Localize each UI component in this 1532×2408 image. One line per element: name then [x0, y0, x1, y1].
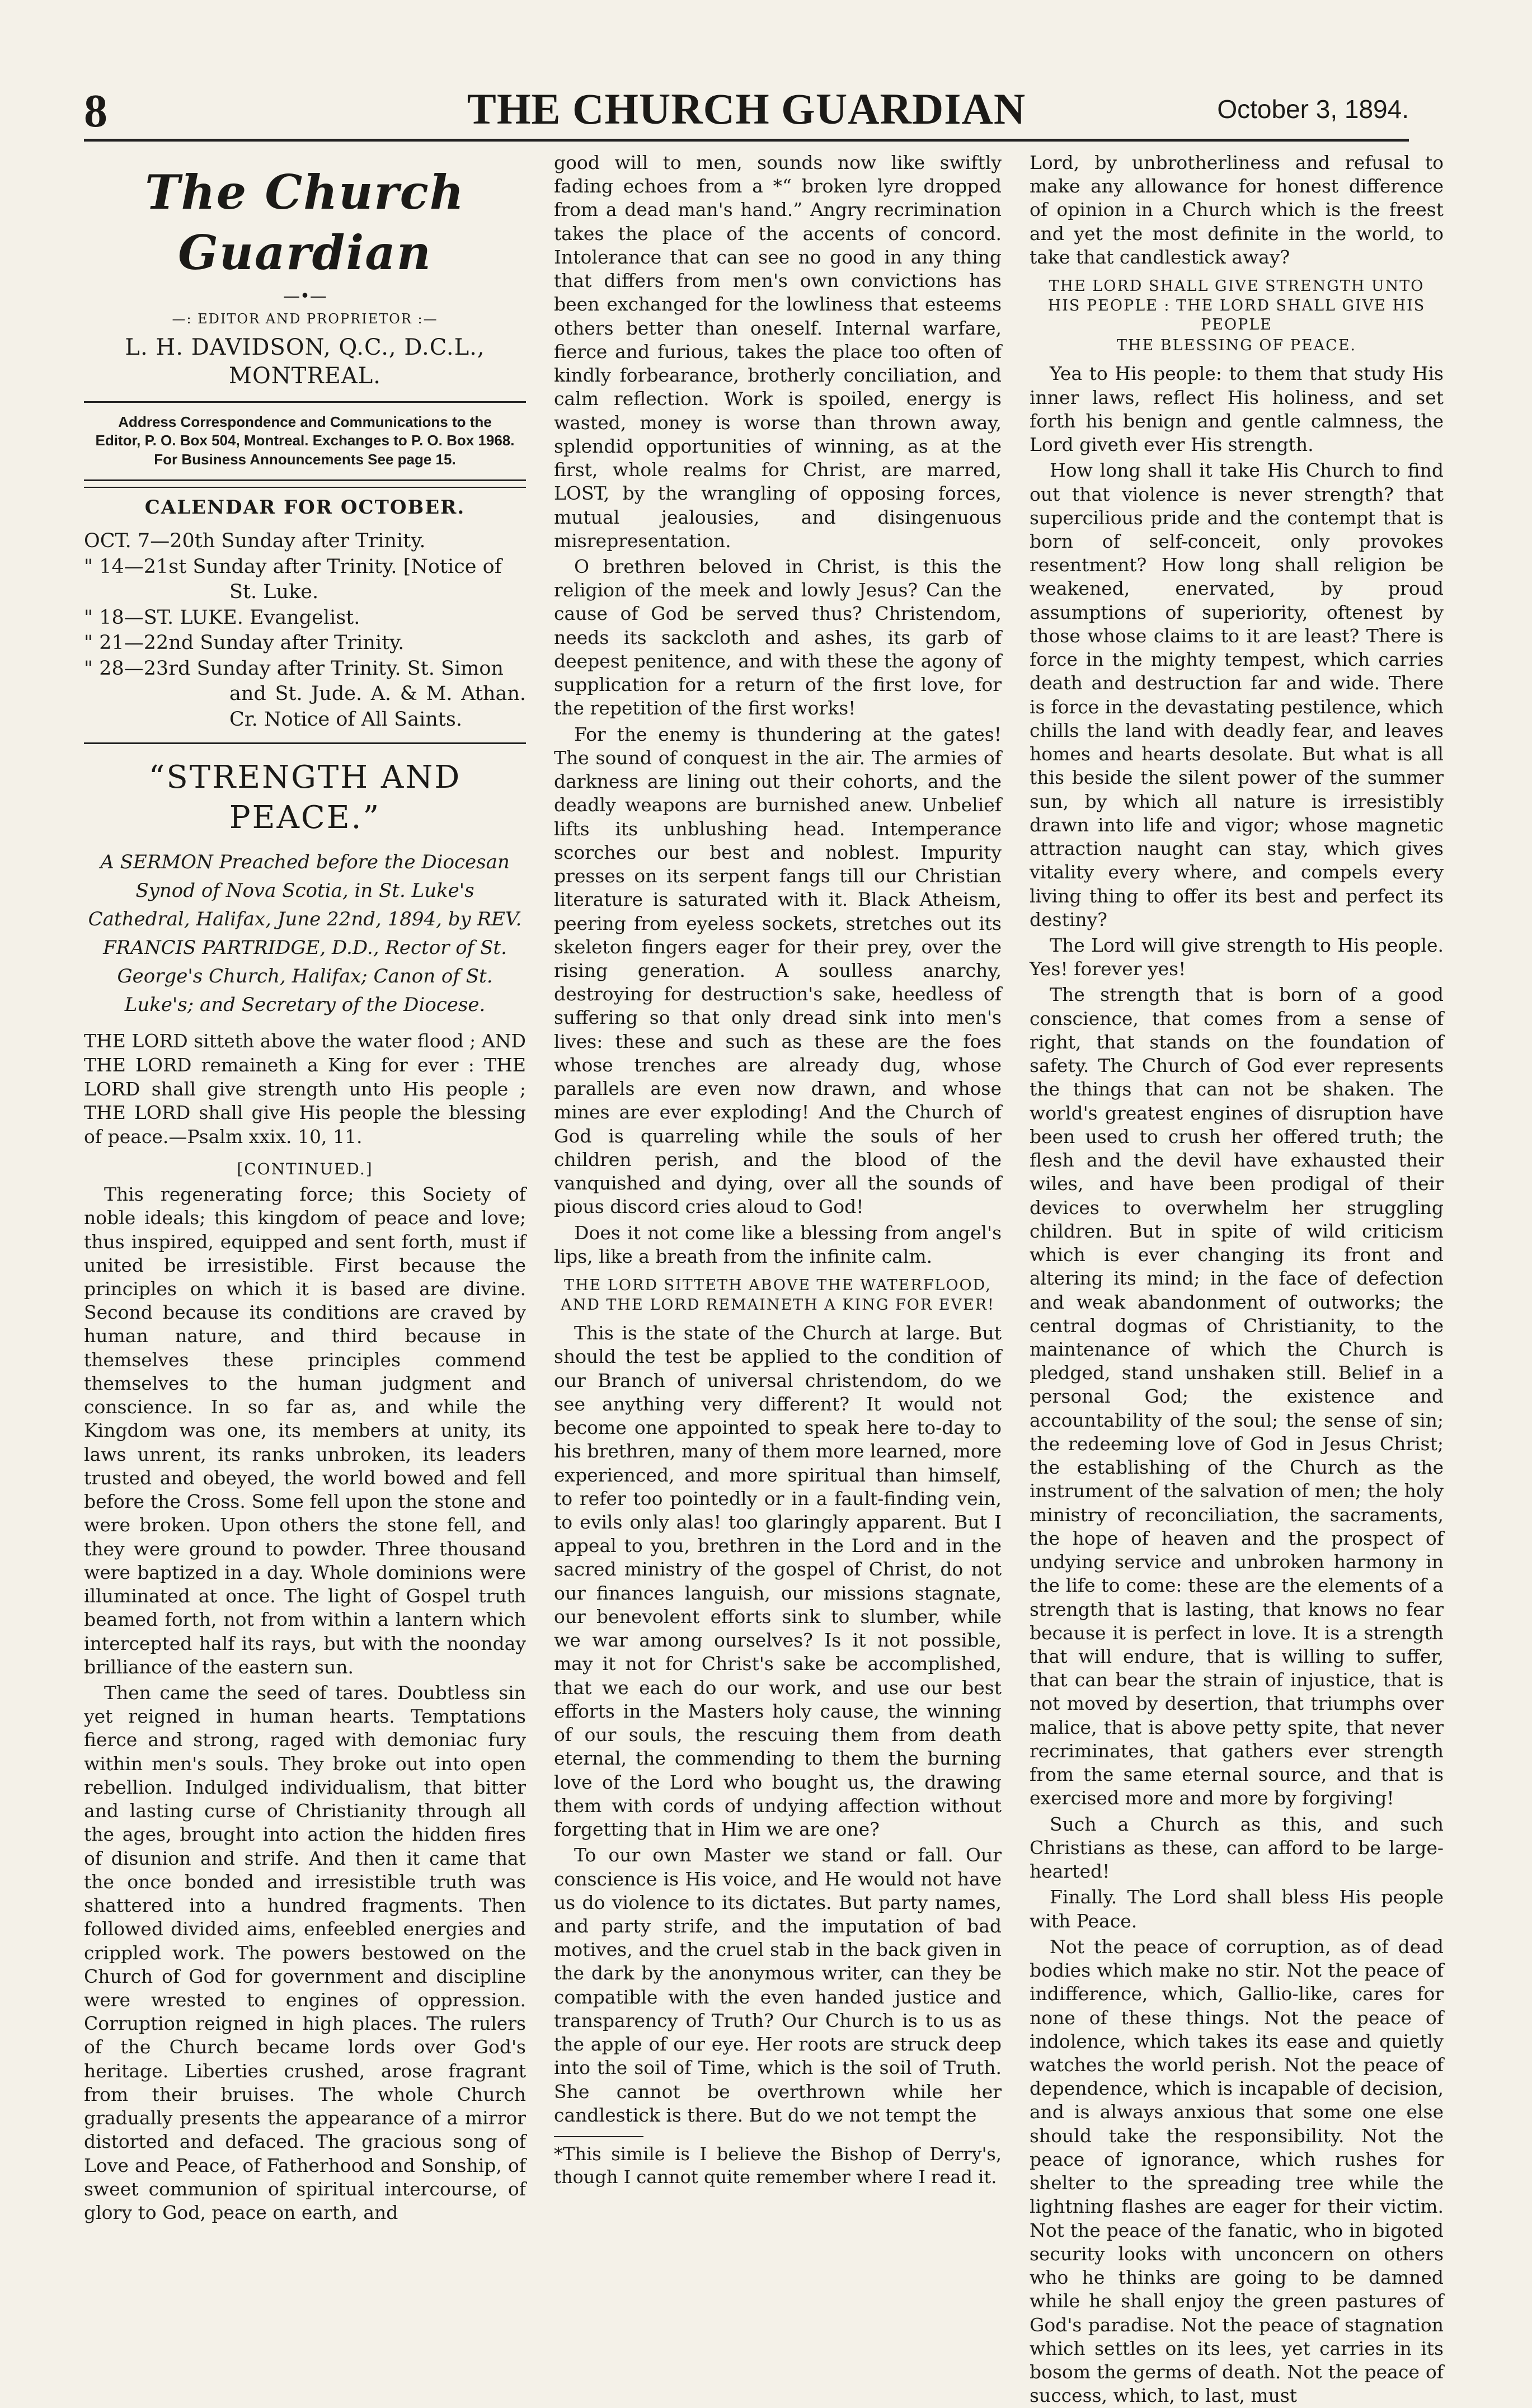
paragraph: O brethren beloved in Christ, is this the religion of the meek and lowly Jesus? Can the cause of God be served thus? Christendom, needs its sackcloth and ashes, its garb of deepest penitence, and with these the agony of supplication for a return of the first love, for the repetition of the first works!: [554, 555, 1002, 719]
divider: [84, 742, 526, 744]
divider: [84, 479, 526, 481]
address-notice: Address Correspondence and Communications to the Editor, P. O. Box 504, Montreal. Exchanges to P. O. Box 1968. For Business Announcements See page 15.: [95, 413, 515, 468]
page-number: 8: [84, 85, 107, 137]
paragraph: This regenerating force; this Society of noble ideals; this kingdom of peace and love; thus inspired, equipped and sent forth, must if united be irresistible. First because the principles on which it is based are divine. Second because its conditions are craved by human nature, and third because in themselves these principles commend themselves to the human judgment and conscience. In so far as, and while the Kingdom was one, its members at unity, its laws unrent, its ranks unbroken, its leaders trusted and obeyed, the world bowed and fell before the Cross. Some fell upon the stone and were broken. Upon others the stone fell, and they were ground to powder. Three thousand were baptized in a day. Whole dominions were illuminated at once. The light of Gospel truth beamed forth, not from within a lantern which intercepted half its rays, but with the noonday brilliance of the eastern sun.: [84, 1183, 526, 1678]
paragraph: Finally. The Lord shall bless His people with Peace.: [1030, 1886, 1444, 1932]
paragraph: Not the peace of corruption, as of dead bodies which make no stir. Not the peace of indifference, which, Gallio-like, cares for none of these things. Not the peace of indolence, which takes its ease and quietly watches the world perish. Not the peace of dependence, which is incapable of decision, and is always anxious that some one else should take the responsibility. Not the peace of ignorance, which rushes for shelter to the spreading tree while the lightning flashes are eager for their victim. Not the peace of the fanatic, who in bigoted security looks with unconcern on others who he thinks are going to be damned while he shall enjoy the green pastures of God's paradise. Not the peace of stagnation which settles on its lees, yet carries in its bosom the germs of death. Not the peace of success, which, to last, must: [1030, 1935, 1444, 2407]
paragraph: Then came the seed of tares. Doubtless sin yet reigned in human hearts. Temptations fierce and strong, raged with demoniac fury within men's souls. They broke out into open rebellion. Indulged individualism, that bitter and lasting curse of Christianity through all the ages, brought into action the hidden fires of disunion and strife. And then it came that the once bonded and irresistible truth was shattered into a hundred fragments. Then followed divided aims, enfeebled energies and crippled work. The powers bestowed on the Church of God for government and discipline were wrested to engines of oppression. Corruption reigned in high places. The rulers of the Church became lords over God's heritage. Liberties crushed, arose fragrant from their bruises. The whole Church gradually presents the appearance of a mirror distorted and defaced. The gracious song of Love and Peace, of Fatherhood and Sonship, of sweet communion of spiritual intercourse, of glory to God, peace on earth, and: [84, 1681, 526, 2224]
paragraph: For the enemy is thundering at the gates! The sound of conquest in the air. The armies of darkness are lining out their cohorts, and the deadly weapons are burnished anew. Unbelief lifts its unblushing head. Intemperance scorches our best and noblest. Impurity presses on its serpent fangs till our Christian literature is saturated with it. Black Atheism, peering from eyeless sockets, stretches out its skeleton fingers eager for their prey, over the rising generation. A soulless anarchy, destroying for destruction's sake, heedless of suffering so that only dread sink into men's lives: these and such as these are the foes whose trenches are already dug, whose parallels are even now drawn, and whose mines are ever exploding! And the Church of God is quarreling while the souls of her children perish, and the blood of the vanquished and dying, over all the sounds of pious discord cries aloud to God!: [554, 723, 1002, 1218]
paragraph: How long shall it take His Church to find out that violence is never strength? that supercilious pride and the contempt that is born of self-conceit, only provokes resentment? How long shall religion be weakened, enervated, by proud assumptions of superiority, oftenest by those whose claims to it are least? There is force in the mighty tempest, which carries death and destruction far and wide. There is force in the devastating pestilence, which chills the land with deadly fear, and leaves homes and hearts desolate. But what is all this beside the silent power of the summer sun, by which all nature is irresistibly drawn into life and vigor; whose magnetic attraction naught can stay, which gives vitality every where, and compels every living thing to offer its best and perfect its destiny?: [1030, 459, 1444, 930]
calendar-row: " 18—ST. LUKE. Evangelist.: [84, 606, 360, 629]
divider: [84, 487, 526, 488]
calendar-row: " 14—21st Sunday after Trinity. [Notice of St. Luke.: [84, 555, 502, 604]
footnote-rule: [554, 2136, 643, 2137]
paragraph: Yea to His people: to them that study His inner laws, reflect His holiness, and set forth his benign and gentle calmness, the Lord giveth ever His strength.: [1030, 363, 1444, 456]
paragraph: This is the state of the Church at large. But should the test be applied to the condition of our Branch of universal christendom, do we see anything very different? It would not become one appointed to speak here to-day to his brethren, many of them more learned, more experienced, and more spiritual than himself, to refer too pointedly or in a fault-finding vein, to evils only alas! too glaringly apparent. But I appeal to you, brethren in the Lord and in the sacred ministry of the gospel of Christ, do not our finances languish, our missions stagnate, our benevolent efforts sink to slumber, while we war among ourselves? Is it not possible, may it not for Christ's sake be accomplished, that we each do our work, and use our best efforts in the Masters holy cause, the winning of our souls, the rescuing them from death eternal, the commending to them the burning love of the Lord who bought us, the drawing them with cords of undying affection without forgetting that in Him we are one?: [554, 1322, 1002, 1841]
paragraph: Such a Church as this, and such Christians as these, can afford to be large-hearted!: [1030, 1813, 1444, 1883]
editor-label: —: EDITOR AND PROPRIETOR :—: [172, 311, 438, 327]
paragraph: The Lord will give strength to His people. Yes! forever yes!: [1030, 934, 1444, 980]
calendar-row: " 21—22nd Sunday after Trinity.: [84, 632, 405, 655]
calendar-row: " 28—23rd Sunday after Trinity. St. Simon and St. Jude. A. & M. Athan. Cr. Notice of All Saints.: [84, 657, 526, 731]
nameplate: The Church Guardian: [145, 164, 465, 280]
calendar-row: OCT. 7—20th Sunday after Trinity.: [84, 530, 426, 553]
psalm-epigraph: THE LORD sitteth above the water flood ; AND THE LORD remaineth a King for ever : THE LORD shall give strength unto His people ; THE LORD shall give His people the blessing of peace.—Psalm xxix. 10, 11.: [84, 1029, 526, 1148]
footnote: *This simile is I believe the Bishop of Derry's, though I cannot quite remember where I read it.: [554, 2143, 1002, 2188]
divider: [84, 401, 526, 403]
sermon-subtitle: A SERMON Preached before the Diocesan Synod of Nova Scotia, in St. Luke's Cathedral, Halifax, June 22nd, 1894, by REV. FRANCIS PARTRIDGE, D.D., Rector of St. George's Church, Halifax; Canon of St. Luke's; and Secretary of the Diocese.: [88, 850, 522, 1016]
editor-name: L. H. DAVIDSON, Q.C., D.C.L., MONTREAL.: [125, 335, 485, 389]
newspaper-title: THE CHURCH GUARDIAN: [467, 84, 1026, 133]
calendar-list: [84, 529, 526, 732]
paragraph: Lord, by unbrotherliness and refusal to make any allowance for honest difference of opinion in a Church which is the freest and yet the most definite in the world, to take that candlestick away?: [1030, 152, 1444, 268]
paragraph: To our own Master we stand or fall. Our conscience is His voice, and He would not have us do violence to its dictates. But party names, and party strife, and the imputation of bad motives, and the cruel stab in the back given in the dark by the anonymous writer, can they be compatible with the even handed justice and transparency of Truth? Our Church is to us as the apple of our eye. Her roots are struck deep into the soil of Time, which is the soil of Truth. She cannot be overthrown while her candlestick is there. But do we not tempt the: [554, 1844, 1002, 2126]
issue-date: October 3, 1894.: [1217, 95, 1409, 124]
paragraph: Does it not come like a blessing from angel's lips, like a breath from the infinite calm.: [554, 1221, 1002, 1267]
masthead-rule: [84, 139, 1409, 142]
section-heading: THE BLESSING OF PEACE.: [1116, 336, 1357, 354]
calendar-title: CALENDAR FOR OCTOBER.: [144, 496, 466, 519]
paragraph: good will to men, sounds now like swiftly fading echoes from a *“ broken lyre dropped from a dead man's hand.” Angry recrimination takes the place of the accents of concord. Intolerance that can see no good in any thing that differs from men's own convictions has been exchanged for the lowliness that esteems others better than oneself. Internal warfare, fierce and furious, takes the place too often of kindly forbearance, brotherly conciliation, and calm reflection. Work is spoiled, energy is wasted, money is worse than thrown away, splendid opportunities of winning, as at the first, whole realms for Christ, are marred, LOST, by the wrangling of opposing forces, mutual jealousies, and disingenuous misrepresentation.: [554, 152, 1002, 552]
paragraph: The strength that is born of a good conscience, that comes from a sense of right, that stands on the foundation of safety. The Church of God ever represents the things that can not be shaken. The world's greatest engines of disruption have been used to crush her offered truth; the flesh and the devil have exhausted their wiles, and have been prodigal of their devices to overwhelm her struggling children. But in spite of wild criticism which is ever changing its front and altering its mind; in the face of defection and weak abandonment of outworks; the central dogmas of Christianity, to the maintenance of which the Church is pledged, stand unshaken still. Belief in a personal God; the existence and accountability of the soul; the sense of sin; the redeeming love of God in Jesus Christ; the establishing of the Church as the instrument of the salvation of men; the holy ministry of reconciliation, the sacraments, the hope of heaven and the prospect of undying service and unbroken harmony in the life to come: these are the elements of a strength that is lasting, that knows no fear because it is perfect in love. It is a strength that will endure, that is willing to suffer, that can bear the strain of injustice, that is not moved by desertion, that triumphs over malice, that is above petty spite, that never recriminates, that gathers ever strength from the same eternal source, and that is exercised more and more by forgiving!: [1030, 984, 1444, 1809]
ornament: —•—: [283, 286, 327, 307]
sermon-title: “STRENGTH AND PEACE.”: [148, 759, 462, 836]
column-3: [1030, 151, 1444, 2407]
section-heading: THE LORD SITTETH ABOVE THE WATERFLOOD, AND THE LORD REMAINETH A KING FOR EVER!: [561, 1277, 995, 1314]
continued-label: [CONTINUED.]: [237, 1160, 373, 1179]
column-1: [84, 151, 526, 2224]
section-heading: THE LORD SHALL GIVE STRENGTH UNTO HIS PEOPLE : THE LORD SHALL GIVE HIS PEOPLE: [1047, 278, 1426, 334]
column-2: [554, 151, 1002, 2188]
